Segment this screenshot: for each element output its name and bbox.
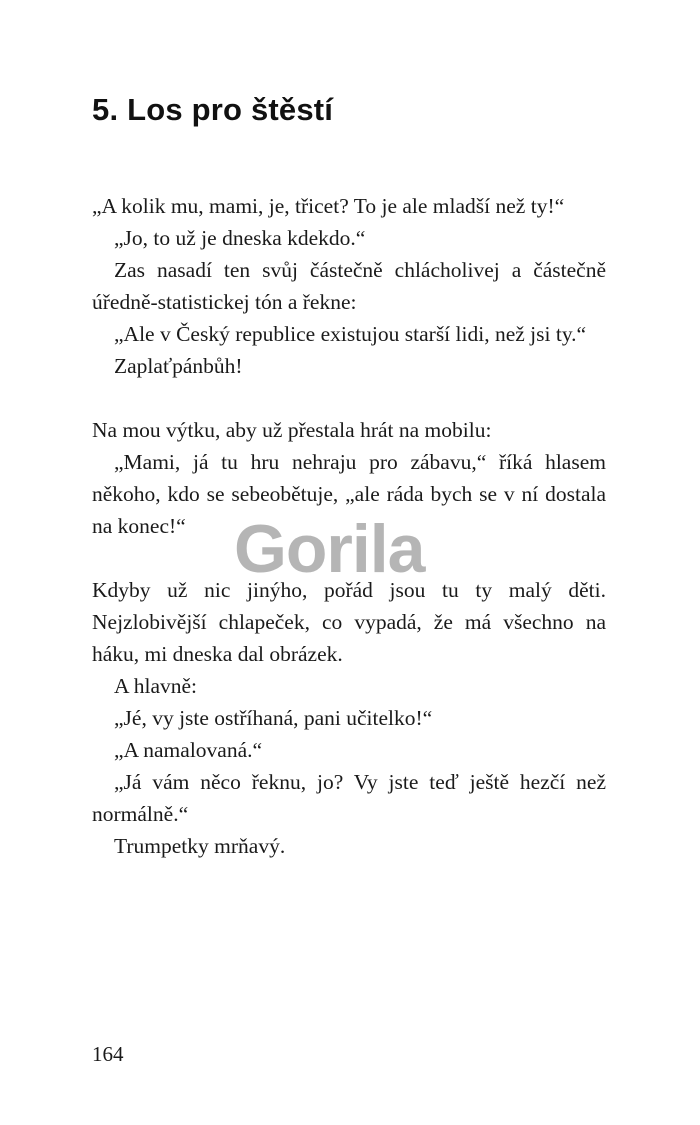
paragraph: Zaplaťpánbůh! (114, 354, 243, 378)
paragraph: Na mou výtku, aby už přestala hrát na mobilu: (92, 418, 492, 442)
gorila-watermark: Gorila (234, 511, 425, 587)
paragraph: Trumpetky mrňavý. (114, 834, 286, 858)
paragraph: „Jo, to už je dneska kdekdo.“ (114, 226, 366, 250)
paragraph: „Jé, vy jste ostříhaná, pani učitelko!“ (114, 706, 433, 730)
chapter-title: 5. Los pro štěstí (92, 92, 334, 127)
body-text (92, 190, 606, 862)
paragraph: „A kolik mu, mami, je, třicet? To je ale mladší než ty!“ (92, 194, 565, 218)
paragraph: „Ale v Český republice existujou starší lidi, než jsi ty.“ (114, 322, 587, 346)
paragraph: Kdyby už nic jinýho, pořád jsou tu ty malý děti. Nejzlobivější chlapeček, co vypadá, že má všechno na háku, mi dneska dal obrázek. (92, 578, 606, 666)
paragraph: A hlavně: (114, 674, 197, 698)
paragraph: „Já vám něco řeknu, jo? Vy jste teď ještě hezčí než normálně.“ (92, 770, 606, 826)
page-number: 164 (92, 1042, 124, 1066)
paragraph: Zas nasadí ten svůj částečně chlácholivej a částečně úředně-statistickej tón a řekne: (92, 258, 606, 314)
paragraph: „Mami, já tu hru nehraju pro zábavu,“ říká hlasem někoho, kdo se sebeobětuje, „ale ráda bych se v ní dostala na konec!“ (92, 450, 606, 538)
paragraph: „A namalovaná.“ (114, 738, 263, 762)
